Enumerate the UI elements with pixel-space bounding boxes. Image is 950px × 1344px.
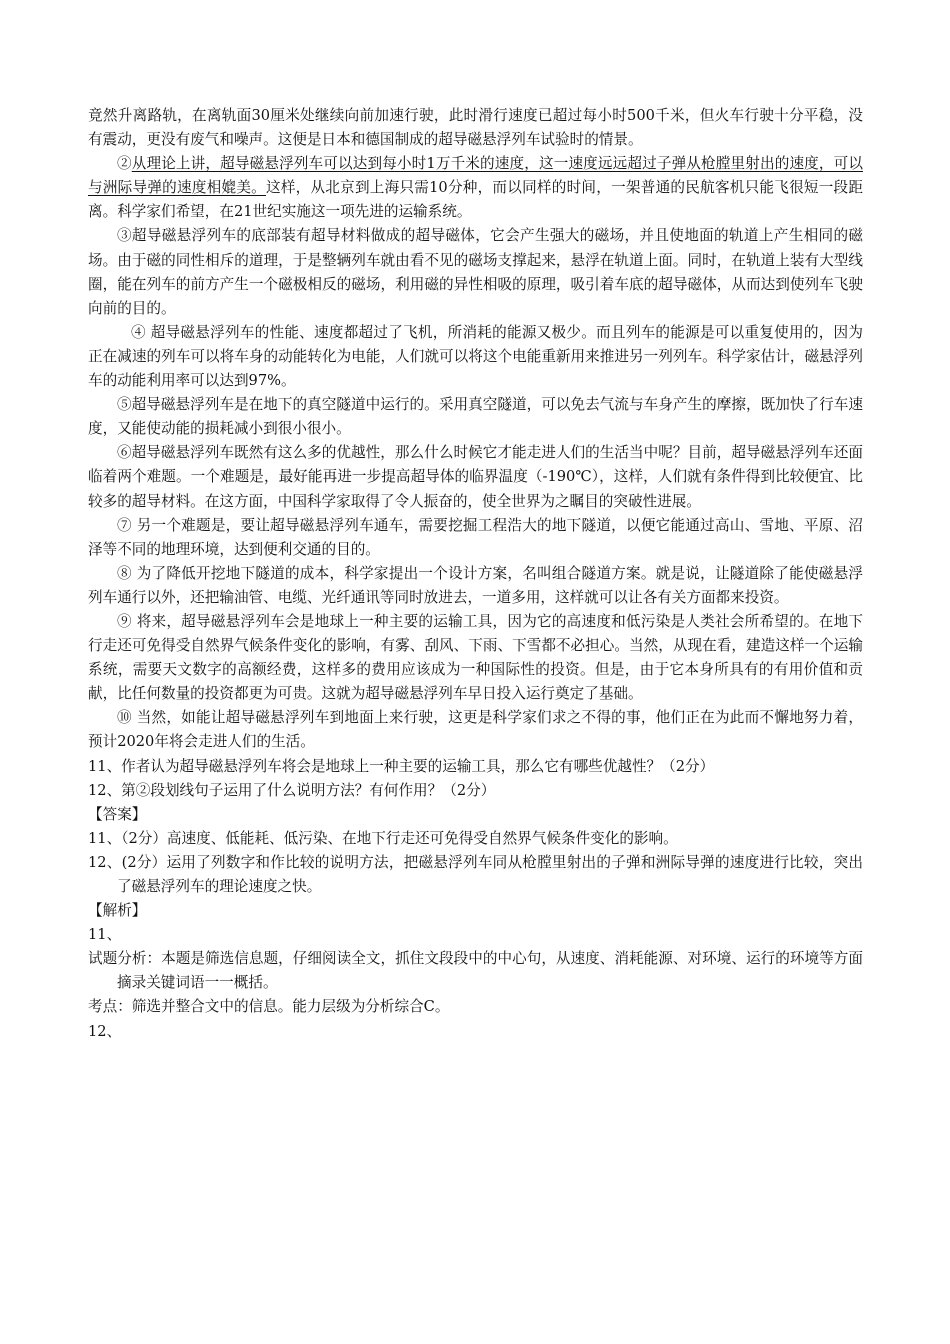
question-12: 12、第②段划线句子运用了什么说明方法？有何作用？（2分） (88, 781, 496, 799)
passage-paragraph-2 (88, 152, 863, 224)
question-11: 11、作者认为超导磁悬浮列车将会是地球上一种主要的运输工具，那么它有哪些优越性？（2分） (88, 757, 715, 775)
passage-paragraph-6: ⑥超导磁悬浮列车既然有这么多的优越性，那么什么时候它才能走进人们的生活当中呢？目前，超导磁悬浮列车还面临着两个难题。一个难题是，最好能再进一步提高超导体的临界温度（-190℃），这样，人们就有条件得到比较便宜、比较多的超导材料。在这方面，中国科学家取得了令人振奋的，使全世界为之瞩目的突破性进展。 (88, 444, 863, 510)
passage-paragraph-10: ⑩ 当然，如能让超导磁悬浮列车到地面上来行驶，这更是科学家们求之不得的事，他们正在为此而不懈地努力着，预计2020年将会走进人们的生活。 (88, 709, 863, 751)
passage-paragraph-3: ③超导磁悬浮列车的底部装有超导材料做成的超导磁体，它会产生强大的磁场，并且使地面的轨道上产生相同的磁场。由于磁的同性相斥的道理，于是整辆列车就由看不见的磁场支撑起来，悬浮在轨道上面。同时，在轨道上装有大型线圈，能在列车的前方产生一个磁极相反的磁场，利用磁的异性相吸的原理，吸引着车底的超导磁体，从而达到使列车飞驶向前的目的。 (88, 227, 863, 317)
analysis-detail-11: 试题分析：本题是筛选信息题，仔细阅读全文，抓住文段段中的中心句，从速度、消耗能源、对环境、运行的环境等方面摘录关键词语一一概括。 (88, 950, 863, 992)
analysis-heading: 【解析】 (88, 902, 147, 920)
answer-heading: 【答案】 (88, 805, 147, 823)
passage-paragraph-8: ⑧ 为了降低开挖地下隧道的成本，科学家提出一个设计方案，名叫组合隧道方案。就是说，让隧道除了能使磁悬浮列车通行以外，还把输油管、电缆、光纤通讯等同时放进去，一道多用，这样就可以让各有关方面都来投资。 (88, 564, 863, 606)
paragraph-text: 这样，从北京到上海只需10分种，而以同样的时间，一架普通的民航客机只能飞很短一段距离。科学家们希望，在21世纪实施这一项先进的运输系统。 (88, 179, 863, 221)
answer-11: 11、（2分）高速度、低能耗、低污染、在地下行走还可免得受自然界气候条件变化的影响。 (88, 829, 678, 847)
analysis-point-11: 考点：筛选并整合文中的信息。能力层级为分析综合C。 (88, 998, 450, 1016)
passage-paragraph-9: ⑨ 将来，超导磁悬浮列车会是地球上一种主要的运输工具，因为它的高速度和低污染是人类社会所希望的。在地下行走还可免得受自然界气候条件变化的影响，有雾、刮风、下雨、下雪都不必担心。当然，从现在看，建造这样一个运输系统，需要天文数字的高额经费，这样多的费用应该成为一种国际性的投资。但是，由于它本身所具有的有用价值和贡献，比任何数量的投资都更为可贵。这就为超导磁悬浮列车早日投入运行奠定了基础。 (88, 612, 863, 703)
document-page (88, 104, 863, 1044)
analysis-number-11: 11、 (88, 926, 122, 944)
answer-12: 12、(2分）运用了列数字和作比较的说明方法，把磁悬浮列车同从枪膛里射出的子弹和洲际导弹的速度进行比较，突出了磁悬浮列车的理论速度之快。 (88, 853, 863, 895)
paragraph-number: ② (117, 155, 132, 173)
passage-paragraph-5: ⑤超导磁悬浮列车是在地下的真空隧道中运行的。采用真空隧道，可以免去气流与车身产生的摩擦，既加快了行车速度，又能使动能的损耗减小到很小很小。 (88, 396, 863, 438)
analysis-number-12: 12、 (88, 1022, 122, 1040)
underlined-sentence: 从理论上讲，超导磁悬浮列车可以达到每小时1万千米的速度，这一速度远远超过子弹从枪膛里射出的速度，可以与洲际导弹的速度相媲美。 (88, 155, 863, 197)
passage-paragraph-4: ④ 超导磁悬浮列车的性能、速度都超过了飞机，所消耗的能源又极少。而且列车的能源是可以重复使用的，因为正在减速的列车可以将车身的动能转化为电能，人们就可以将这个电能重新用来推进另一列列车。科学家估计，磁悬浮列车的动能利用率可以达到97%。 (88, 323, 863, 390)
passage-paragraph-7: ⑦ 另一个难题是，要让超导磁悬浮列车通车，需要挖掘工程浩大的地下隧道，以便它能通过高山、雪地、平原、沼泽等不同的地理环境，达到便利交通的目的。 (88, 516, 863, 558)
passage-paragraph-1: 竟然升离路轨，在离轨面30厘米处继续向前加速行驶，此时滑行速度已超过每小时500千米，但火车行驶十分平稳，没有震动，更没有废气和噪声。这便是日本和德国制成的超导磁悬浮列车试验时的情景。 (88, 107, 863, 149)
